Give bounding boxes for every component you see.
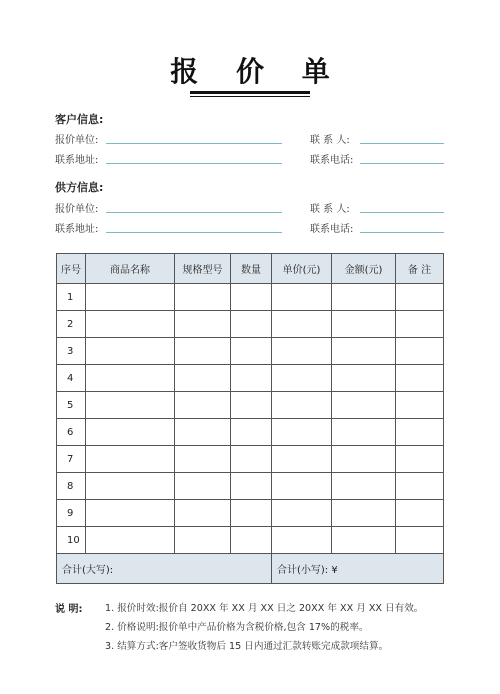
customer-contact-field[interactable]: [360, 143, 444, 144]
customer-info-heading: 客户信息:: [55, 113, 104, 126]
column-header-unit-price: 单价(元): [272, 254, 332, 284]
table-row: [57, 473, 444, 500]
table-cell[interactable]: [396, 473, 444, 500]
table-cell[interactable]: [86, 500, 175, 527]
supplier-info-heading: 供方信息:: [55, 181, 104, 194]
table-cell[interactable]: [175, 500, 231, 527]
column-header-amount: 金额(元): [332, 254, 396, 284]
table-cell[interactable]: [175, 419, 231, 446]
total-lower-cell[interactable]: 合计(小写): ¥: [272, 554, 444, 584]
customer-contact-label: 联 系 人:: [310, 135, 350, 146]
title-underline-thin: [190, 96, 310, 97]
table-cell[interactable]: [396, 311, 444, 338]
table-cell[interactable]: [231, 419, 272, 446]
row-index-cell: 5: [57, 392, 86, 419]
total-row: [57, 554, 444, 584]
table-cell[interactable]: [272, 365, 332, 392]
column-header-remarks: 备 注: [396, 254, 444, 284]
customer-company-label: 报价单位:: [55, 135, 99, 146]
customer-address-field[interactable]: [106, 163, 282, 164]
supplier-phone-label: 联系电话:: [310, 224, 354, 235]
row-index-cell: 7: [57, 446, 86, 473]
total-upper-cell[interactable]: 合计(大写):: [57, 554, 272, 584]
table-row: [57, 284, 444, 311]
supplier-company-label: 报价单位:: [55, 204, 99, 215]
table-row: [57, 338, 444, 365]
table-cell[interactable]: [272, 500, 332, 527]
table-cell[interactable]: [272, 284, 332, 311]
note-item: 1. 报价时效:报价自 20XX 年 XX 月 XX 日之 20XX 年 XX 月 XX 日有效。: [105, 603, 424, 614]
table-cell[interactable]: [332, 338, 396, 365]
table-cell[interactable]: [175, 338, 231, 365]
table-cell[interactable]: [332, 392, 396, 419]
table-cell[interactable]: [332, 419, 396, 446]
table-cell[interactable]: [396, 338, 444, 365]
table-cell[interactable]: [272, 392, 332, 419]
customer-company-field[interactable]: [106, 143, 282, 144]
table-cell[interactable]: [231, 527, 272, 554]
row-index-cell: 8: [57, 473, 86, 500]
table-cell[interactable]: [231, 446, 272, 473]
table-cell[interactable]: [175, 284, 231, 311]
customer-phone-label: 联系电话:: [310, 155, 354, 166]
table-cell[interactable]: [396, 446, 444, 473]
table-row: [57, 419, 444, 446]
table-row: [57, 311, 444, 338]
table-cell[interactable]: [332, 284, 396, 311]
note-item: 2. 价格说明:报价单中产品价格为含税价格,包含 17%的税率。: [105, 622, 369, 633]
column-header-product-name: 商品名称: [86, 254, 175, 284]
quote-table: [56, 253, 444, 584]
supplier-contact-field[interactable]: [360, 212, 444, 213]
table-cell[interactable]: [175, 365, 231, 392]
table-row: [57, 392, 444, 419]
table-cell[interactable]: [272, 311, 332, 338]
table-cell[interactable]: [272, 446, 332, 473]
table-cell[interactable]: [332, 311, 396, 338]
table-cell[interactable]: [231, 311, 272, 338]
row-index-cell: 4: [57, 365, 86, 392]
table-cell[interactable]: [86, 527, 175, 554]
table-cell[interactable]: [272, 338, 332, 365]
supplier-contact-label: 联 系 人:: [310, 204, 350, 215]
table-row: [57, 527, 444, 554]
table-cell[interactable]: [231, 473, 272, 500]
column-header-quantity: 数量: [231, 254, 272, 284]
row-index-cell: 3: [57, 338, 86, 365]
table-cell[interactable]: [396, 284, 444, 311]
table-cell[interactable]: [231, 284, 272, 311]
table-cell[interactable]: [332, 473, 396, 500]
table-cell[interactable]: [86, 284, 175, 311]
table-cell[interactable]: [231, 500, 272, 527]
table-row: [57, 365, 444, 392]
table-cell[interactable]: [396, 419, 444, 446]
supplier-phone-field[interactable]: [360, 232, 444, 233]
column-header-index: 序号: [57, 254, 86, 284]
table-cell[interactable]: [396, 500, 444, 527]
table-cell[interactable]: [86, 446, 175, 473]
note-item: 3. 结算方式:客户签收货物后 15 日内通过汇款转账完成款项结算。: [105, 641, 389, 652]
table-cell[interactable]: [86, 338, 175, 365]
table-cell[interactable]: [396, 365, 444, 392]
table-cell[interactable]: [86, 365, 175, 392]
row-index-cell: 6: [57, 419, 86, 446]
table-cell[interactable]: [231, 392, 272, 419]
table-cell[interactable]: [175, 446, 231, 473]
customer-phone-field[interactable]: [360, 163, 444, 164]
table-cell[interactable]: [272, 527, 332, 554]
table-cell[interactable]: [231, 338, 272, 365]
row-index-cell: 1: [57, 284, 86, 311]
table-cell[interactable]: [332, 446, 396, 473]
table-cell[interactable]: [175, 392, 231, 419]
table-cell[interactable]: [332, 365, 396, 392]
table-cell[interactable]: [86, 473, 175, 500]
table-cell[interactable]: [231, 365, 272, 392]
title-underline-thick: [190, 91, 310, 94]
table-row: [57, 446, 444, 473]
table-header-row: [57, 254, 444, 284]
table-cell[interactable]: [396, 392, 444, 419]
supplier-address-label: 联系地址:: [55, 224, 99, 235]
table-cell[interactable]: [86, 392, 175, 419]
table-cell[interactable]: [272, 473, 332, 500]
row-index-cell: 2: [57, 311, 86, 338]
table-cell[interactable]: [86, 311, 175, 338]
table-cell[interactable]: [86, 419, 175, 446]
document-title: 报 价 单: [170, 55, 344, 88]
column-header-spec-model: 规格型号: [175, 254, 231, 284]
table-row: [57, 500, 444, 527]
supplier-company-field[interactable]: [106, 212, 282, 213]
table-cell[interactable]: [175, 311, 231, 338]
customer-address-label: 联系地址:: [55, 155, 99, 166]
row-index-cell: 10: [57, 527, 86, 554]
table-cell[interactable]: [175, 527, 231, 554]
table-cell[interactable]: [332, 500, 396, 527]
row-index-cell: 9: [57, 500, 86, 527]
notes-heading: 说 明:: [55, 604, 83, 615]
supplier-address-field[interactable]: [106, 232, 282, 233]
table-cell[interactable]: [272, 419, 332, 446]
table-cell[interactable]: [332, 527, 396, 554]
table-cell[interactable]: [396, 527, 444, 554]
table-cell[interactable]: [175, 473, 231, 500]
